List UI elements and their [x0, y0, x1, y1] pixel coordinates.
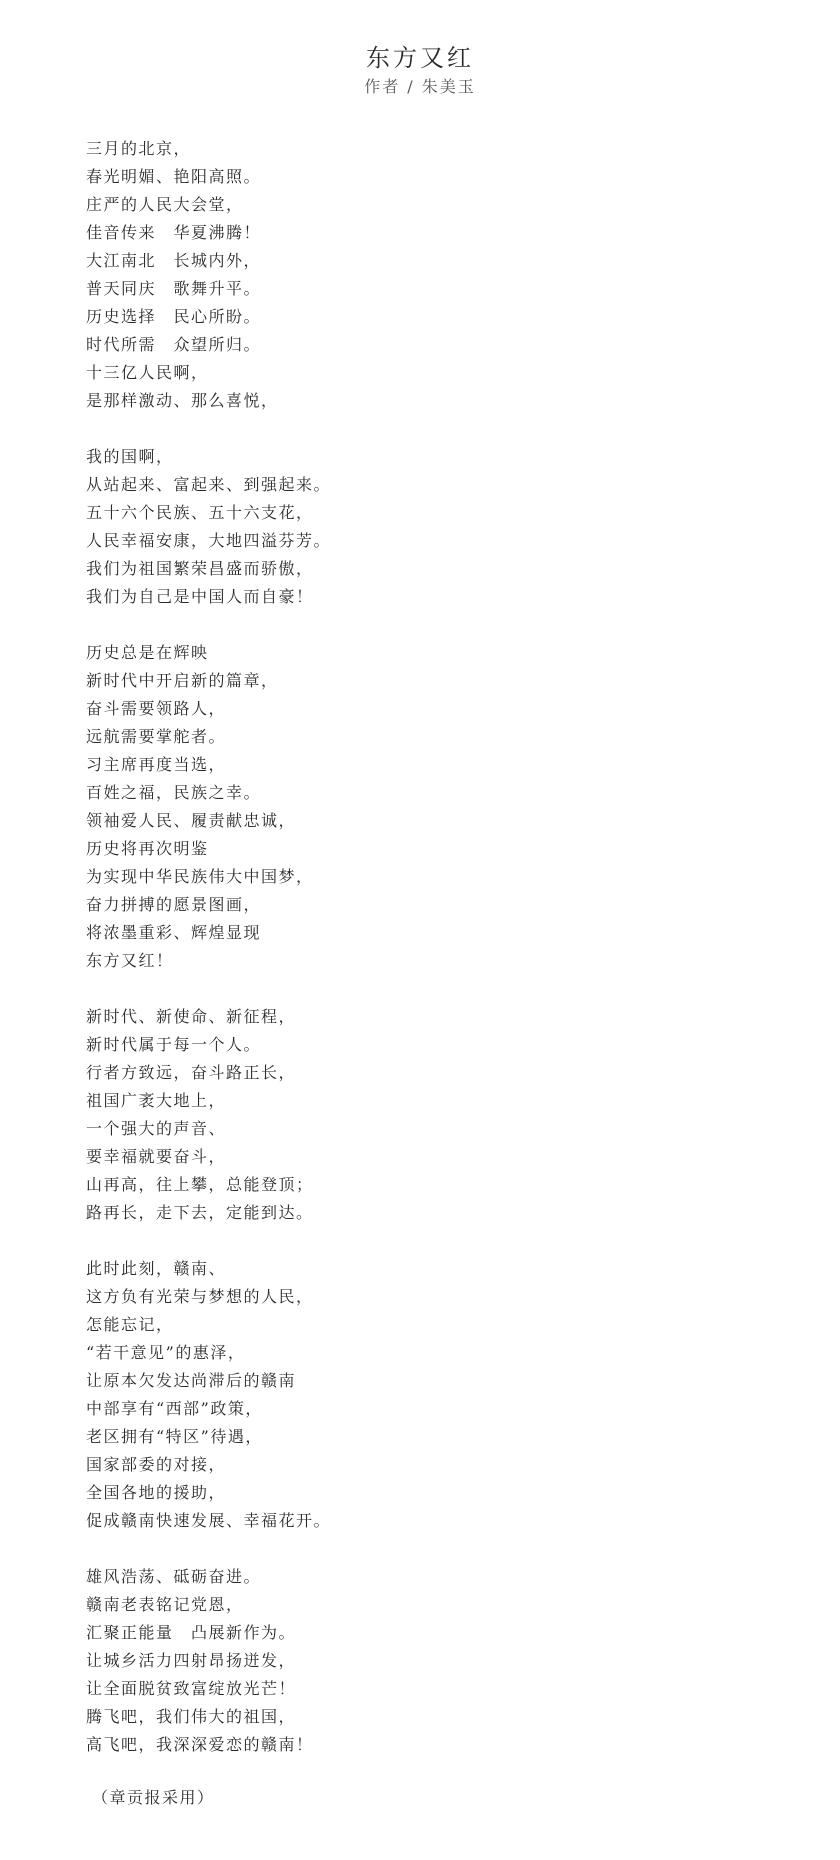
poem-line: 我们为祖国繁荣昌盛而骄傲，	[86, 559, 314, 578]
poem-line: 雄风浩荡、砥砺奋进。	[86, 1567, 262, 1586]
poem-line: 老区拥有“特区”待遇，	[86, 1427, 263, 1446]
poem-line: 普天同庆 歌舞升平。	[86, 279, 262, 298]
poem-stanza	[86, 1003, 786, 1227]
poem-line: 奋力拼搏的愿景图画，	[86, 895, 262, 914]
poem-line: 怎能忘记，	[86, 1315, 174, 1334]
poem-line: 庄严的人民大会堂，	[86, 195, 244, 214]
poem-line: 从站起来、富起来、到强起来。	[86, 475, 332, 494]
poem-line: 让原本欠发达尚滞后的赣南	[86, 1371, 297, 1390]
poem-line: 东方又红！	[86, 951, 174, 970]
poem-line: 新时代中开启新的篇章，	[86, 671, 279, 690]
poem-line: 习主席再度当选，	[86, 755, 227, 774]
poem-line: 佳音传来 华夏沸腾！	[86, 223, 262, 242]
poem-line: “若干意见”的惠泽，	[86, 1343, 246, 1362]
poem-stanza	[86, 443, 786, 611]
poem-line: 让全面脱贫致富绽放光芒！	[86, 1679, 297, 1698]
poem-line: 新时代、新使命、新征程，	[86, 1007, 297, 1026]
poem-line: 腾飞吧，我们伟大的祖国，	[86, 1707, 297, 1726]
poem-line: 十三亿人民啊，	[86, 363, 209, 382]
poem-line: 让城乡活力四射昂扬迸发，	[86, 1651, 297, 1670]
poem-body	[86, 135, 786, 1787]
poem-line: 人民幸福安康，大地四溢芬芳。	[86, 531, 332, 550]
poem-line: 历史总是在辉映	[86, 643, 209, 662]
poem-line: 中部享有“西部”政策，	[86, 1399, 263, 1418]
article-title: 东方又红	[366, 44, 474, 72]
poem-line: 赣南老表铭记党恩，	[86, 1595, 244, 1614]
poem-line: 历史将再次明鉴	[86, 839, 209, 858]
poem-line: 是那样激动、那么喜悦，	[86, 391, 279, 410]
poem-line: 五十六个民族、五十六支花，	[86, 503, 314, 522]
poem-line: 一个强大的声音、	[86, 1119, 227, 1138]
poem-line: 要幸福就要奋斗，	[86, 1147, 227, 1166]
poem-line: 时代所需 众望所归。	[86, 335, 262, 354]
poem-line: 山再高，往上攀，总能登顶；	[86, 1175, 314, 1194]
poem-line: 历史选择 民心所盼。	[86, 307, 262, 326]
poem-line: 大江南北 长城内外，	[86, 251, 262, 270]
poem-line: 我的国啊，	[86, 447, 174, 466]
poem-line: 高飞吧，我深深爱恋的赣南！	[86, 1735, 314, 1754]
poem-stanza	[86, 135, 786, 415]
poem-line: 路再长，走下去，定能到达。	[86, 1203, 314, 1222]
poem-stanza	[86, 639, 786, 975]
poem-line: 三月的北京，	[86, 139, 192, 158]
poem-line: 国家部委的对接，	[86, 1455, 227, 1474]
poem-line: 祖国广袤大地上，	[86, 1091, 227, 1110]
poem-line: 将浓墨重彩、辉煌显现	[86, 923, 262, 942]
source-note: （章贡报采用）	[92, 1788, 215, 1807]
poem-line: 奋斗需要领路人，	[86, 699, 227, 718]
poem-stanza	[86, 1255, 786, 1535]
poem-line: 为实现中华民族伟大中国梦，	[86, 867, 314, 886]
poem-stanza	[86, 1563, 786, 1759]
poem-line: 新时代属于每一个人。	[86, 1035, 262, 1054]
poem-line: 领袖爱人民、履责献忠诚，	[86, 811, 297, 830]
poem-line: 这方负有光荣与梦想的人民，	[86, 1287, 314, 1306]
poem-line: 春光明媚、艳阳高照。	[86, 167, 262, 186]
poem-line: 我们为自己是中国人而自豪！	[86, 587, 314, 606]
poem-line: 远航需要掌舵者。	[86, 727, 227, 746]
poem-line: 促成赣南快速发展、幸福花开。	[86, 1511, 332, 1530]
article-byline: 作者 / 朱美玉	[364, 77, 476, 96]
poem-line: 此时此刻，赣南、	[86, 1259, 227, 1278]
poem-line: 行者方致远，奋斗路正长，	[86, 1063, 297, 1082]
poem-line: 百姓之福，民族之幸。	[86, 783, 262, 802]
poem-line: 汇聚正能量 凸展新作为。	[86, 1623, 297, 1642]
poem-line: 全国各地的援助，	[86, 1483, 227, 1502]
